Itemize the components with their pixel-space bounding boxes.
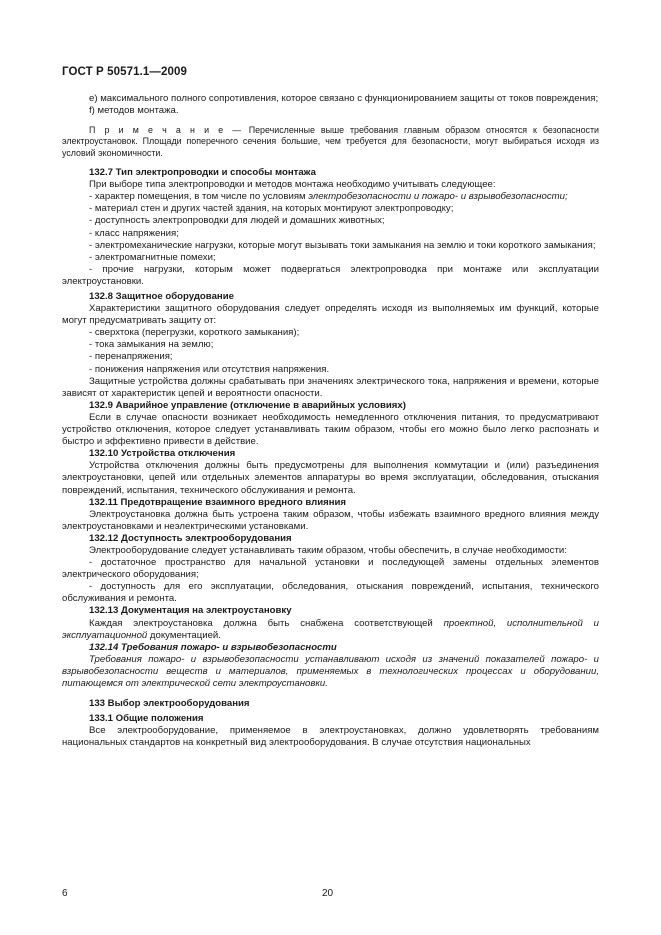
list-item: - прочие нагрузки, которым может подвергаться электропроводка при монтаже или эксплуатации электроустановки. <box>62 263 599 287</box>
list-item: - тока замыкания на землю; <box>89 339 214 351</box>
section-132-8-heading: 132.8 Защитное оборудование <box>89 291 234 303</box>
section-132-8-paragraph: Защитные устройства должны срабатывать при значениях электрического тока, напряжения и времени, которые зависят от характеристик цепей и вероятности опасности. <box>62 375 599 399</box>
list-item-italic-text: электробезопасности и пожаро- и взрывобезопасности; <box>308 191 568 203</box>
section-132-9-paragraph: Если в случае опасности возникает необходимость немедленного отключения питания, то предусматривают устройство отключения, которое следует устанавливать таким образом, чтобы его можно было легко распознать и быстро и эффективно привести в действие. <box>62 411 599 448</box>
section-133-heading: 133 Выбор электрооборудования <box>89 698 250 710</box>
paragraph-text-end: документацией. <box>147 629 221 641</box>
page-number-left: 6 <box>62 888 68 899</box>
section-132-12-heading: 132.12 Доступность электрооборудования <box>89 532 292 544</box>
section-132-8-intro: Характеристики защитного оборудования следует определять исходя из выполняемых им функций, которые могут предусматривать защиту от: <box>62 303 599 327</box>
section-133-1-heading: 133.1 Общие положения <box>89 713 204 725</box>
list-item <box>62 191 599 203</box>
paragraph-text: Каждая электроустановка должна быть снабжена соответствующей <box>89 617 444 629</box>
section-133-1-paragraph: Все электрооборудование, применяемое в электроустановках, должно удовлетворять требованиям национальных стандартов на конкретный вид электрооборудования. В случае отсутствия национальных <box>62 725 599 749</box>
section-132-11-heading: 132.11 Предотвращение взаимного вредного влияния <box>89 496 347 508</box>
section-132-12-paragraph: Электрооборудование следует устанавливать таким образом, чтобы обеспечить, в случае необходимости: <box>89 544 567 556</box>
list-item-e: е) максимального полного сопротивления, которое связано с функционированием защиты от токов повреждения; <box>89 93 599 104</box>
list-item: - материал стен и других частей здания, на которых монтируют электропроводку; <box>89 203 454 215</box>
section-132-7-heading: 132.7 Тип электропроводки и способы монтажа <box>89 167 316 179</box>
list-item: - достаточное пространство для начальной установки и последующей замены отдельных элементов электрического оборудования; <box>62 557 599 581</box>
list-item-text: - характер помещения, в том числе по условиям <box>89 191 309 203</box>
list-item: - доступность электропроводки для людей и домашних животных; <box>89 215 385 227</box>
list-item: - сверхтока (перегрузки, короткого замыкания); <box>89 327 300 339</box>
list-item: - электромеханические нагрузки, которые могут вызывать токи замыкания на землю и токи короткого замыкания; <box>89 239 596 251</box>
document-code-header: ГОСТ Р 50571.1—2009 <box>62 66 187 78</box>
section-132-10-paragraph: Устройства отключения должны быть предусмотрены для выполнения коммутации и (или) разъединения электроустановки, цепей или отдельных элементов аппаратуры во время эксплуатации, обследования, отыскания повреждений, испытания, технического обслуживания и ремонта. <box>62 460 599 496</box>
list-item: - доступность для его эксплуатации, обследования, отыскания повреждений, испытания, технического обслуживания и ремонта. <box>62 581 599 605</box>
section-132-14-heading: 132.14 Требования пожаро- и взрывобезопасности <box>89 641 337 653</box>
section-132-10-heading: 132.10 Устройства отключения <box>89 448 236 460</box>
section-132-7-intro: При выборе типа электропроводки и методов монтажа необходимо учитывать следующее: <box>89 179 496 191</box>
list-item: - перенапряжения; <box>89 351 173 363</box>
section-132-13-heading: 132.13 Документация на электроустановку <box>89 605 292 617</box>
list-item: - класс напряжения; <box>89 227 179 239</box>
list-item: - понижения напряжения или отсутствия напряжения. <box>89 363 330 375</box>
note-label: П р и м е ч а н и е — <box>89 125 243 136</box>
section-132-11-paragraph: Электроустановка должна быть устроена таким образом, чтобы избежать взаимного вредного влияния между электроустановками и неэлектрическими установками. <box>62 508 599 532</box>
list-item: - электромагнитные помехи; <box>89 251 216 263</box>
list-item-f: f) методов монтажа. <box>89 105 179 117</box>
paragraph-italic-text: проектной, исполнительной и эксплуатационной <box>62 617 599 641</box>
section-132-14-paragraph: Требования пожаро- и взрывобезопасности устанавливают исходя из значений показателей пожаро- и взрывобезопасности веществ и материалов, применяемых в технологических процессах и оборудовании, питающемся от электрической сети электроустановки. <box>62 653 599 690</box>
section-132-9-heading: 132.9 Аварийное управление (отключение в аварийных условиях) <box>89 399 406 411</box>
page-body <box>62 93 599 749</box>
note-paragraph <box>62 125 599 159</box>
note-text: Перечисленные выше требования главным образом относятся к безопасности электроустановок. Площади поперечного сечения большие, чем требуется для безопасности, могут выбираться исходя из условий экономичности. <box>62 125 599 158</box>
page-number-center: 20 <box>322 888 334 899</box>
section-132-13-paragraph <box>62 618 599 642</box>
